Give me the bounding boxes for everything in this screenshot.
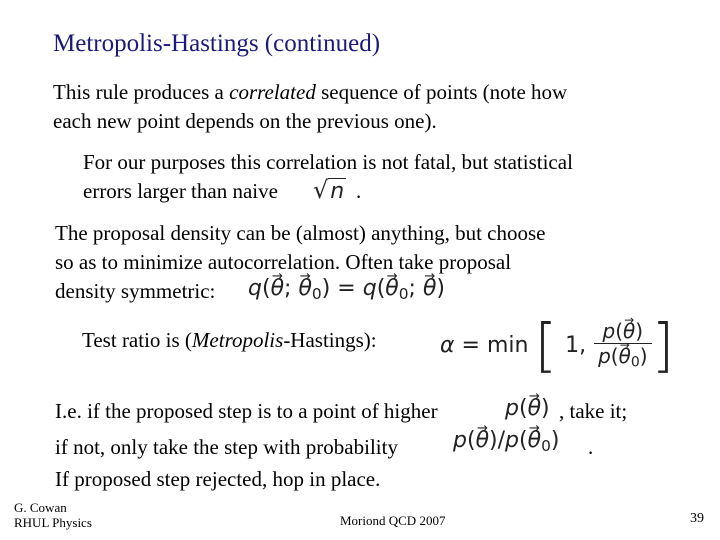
paragraph-line: density symmetric: (55, 279, 216, 303)
page-title: Metropolis-Hastings (continued) (53, 30, 381, 57)
sqrt-n-formula: √n (313, 176, 345, 204)
p-theta-formula: p(→ θ) (505, 396, 550, 421)
paragraph-line: This rule produces a correlated sequence of points (note how (53, 80, 568, 104)
author-name: G. Cowan (14, 500, 67, 515)
paragraph-line: . (588, 435, 594, 459)
paragraph-line: each new point depends on the previous one). (53, 109, 437, 133)
paragraph-line: . (356, 179, 362, 203)
footer-event: Moriond QCD 2007 (340, 513, 446, 528)
paragraph-line: Test ratio is (Metropolis-Hastings): (82, 328, 377, 352)
paragraph-line: if not, only take the step with probability (55, 435, 398, 459)
probability-ratio-formula: $p(\to \theta)/p(\to \theta_0)$ (453, 428, 559, 455)
paragraph-line: For our purposes this correlation is not fatal, but statistical (83, 150, 573, 174)
paragraph-line: The proposal density can be (almost) anything, but choose (55, 221, 546, 245)
paragraph-line: I.e. if the proposed step is to a point of higher (55, 399, 438, 423)
page-number: 39 (690, 511, 704, 526)
paragraph-line: , take it; (559, 399, 628, 423)
paragraph-line: so as to minimize autocorrelation. Often take proposal (55, 250, 512, 274)
paragraph-line: If proposed step rejected, hop in place. (55, 467, 381, 491)
test-ratio-formula: α = min [ 1, $\frac{p(\to \theta)}{p(\to \theta_0)}$ ] (440, 310, 674, 380)
author-institution: RHUL Physics (14, 515, 92, 530)
paragraph-line: errors larger than naive (83, 179, 278, 203)
footer-author (14, 500, 92, 530)
symmetric-proposal-formula: q(→ θ; → $\theta_0) = q(\to \theta_0$; → θ) (248, 276, 445, 303)
